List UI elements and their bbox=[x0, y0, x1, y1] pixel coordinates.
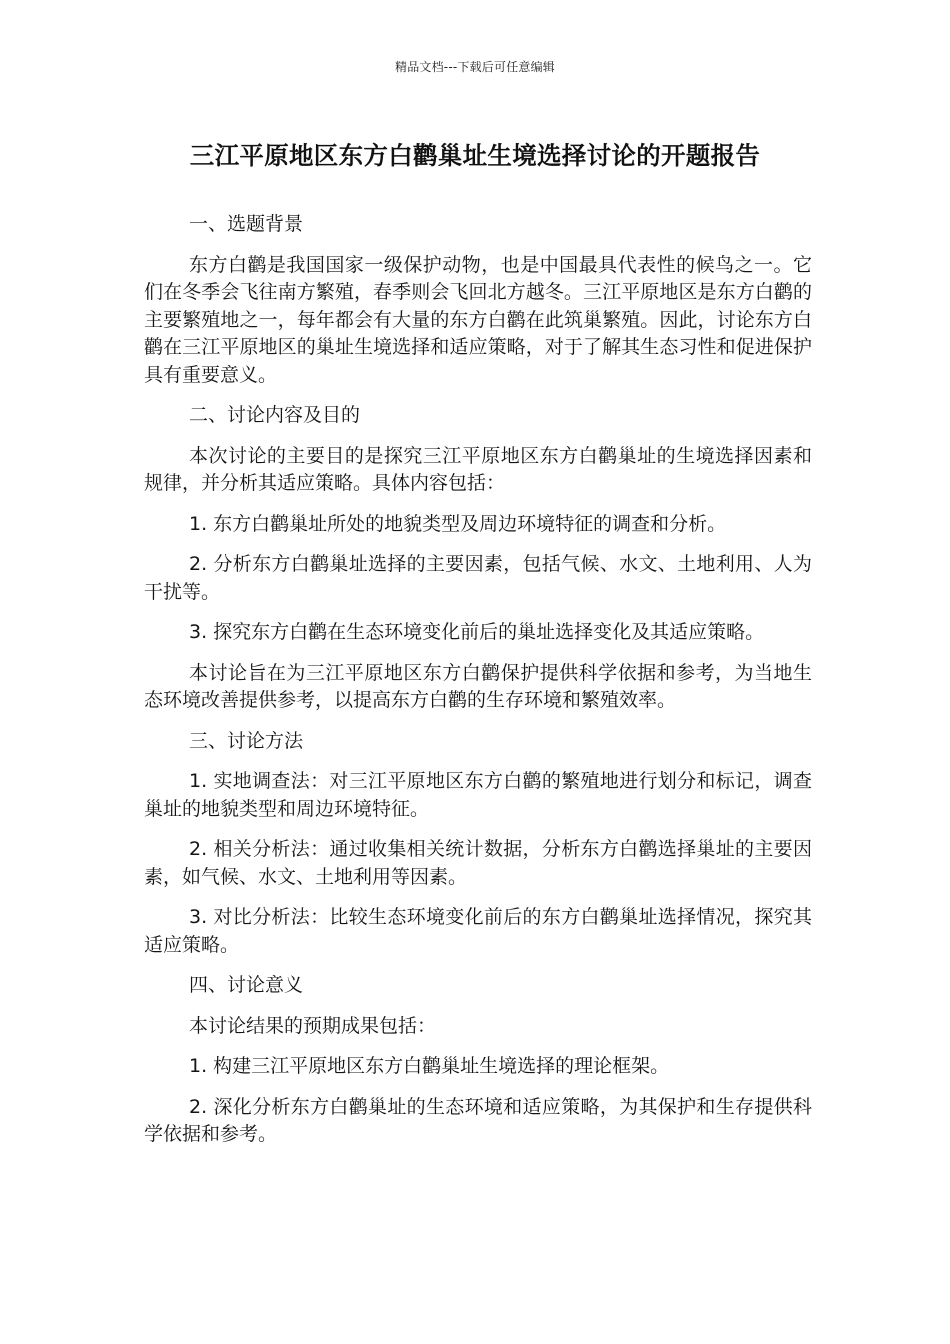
paragraph-background: 东方白鹳是我国国家一级保护动物，也是中国最具代表性的候鸟之一。它们在冬季会飞往南方繁殖，春季则会飞回北方越冬。三江平原地区是东方白鹳的主要繁殖地之一，每年都会有大量的东方白鹳在此筑巢繁殖。因此，讨论东方白鹳在三江平原地区的巢址生境选择和适应策略，对于了解其生态习性和促进保护具有重要意义。 bbox=[144, 253, 812, 386]
list-item-method-2: 2. 相关分析法：通过收集相关统计数据，分析东方白鹳选择巢址的主要因素，如气候、水文、土地利用等因素。 bbox=[144, 838, 812, 888]
list-item-method-1: 1. 实地调查法：对三江平原地区东方白鹳的繁殖地进行划分和标记，调查巢址的地貌类型和周边环境特征。 bbox=[144, 770, 812, 820]
section-heading-significance: 四、讨论意义 bbox=[189, 974, 304, 996]
document-body bbox=[144, 211, 812, 1162]
section-heading-methods: 三、讨论方法 bbox=[189, 729, 304, 752]
list-item-content-1: 1. 东方白鹳巢址所处的地貌类型及周边环境特征的调查和分析。 bbox=[189, 512, 727, 535]
list-item-result-1: 1. 构建三江平原地区东方白鹳巢址生境选择的理论框架。 bbox=[189, 1055, 670, 1077]
section-heading-background: 一、选题背景 bbox=[189, 213, 304, 235]
list-item-content-2: 2. 分析东方白鹳巢址选择的主要因素，包括气候、水文、土地利用、人为干扰等。 bbox=[144, 553, 812, 603]
list-item-result-2: 2. 深化分析东方白鹳巢址的生态环境和适应策略，为其保护和生存提供科学依据和参考。 bbox=[144, 1095, 812, 1145]
list-item-content-3: 3. 探究东方白鹳在生态环境变化前后的巢址选择变化及其适应策略。 bbox=[189, 621, 765, 643]
paragraph-purpose-intro: 本次讨论的主要目的是探究三江平原地区东方白鹳巢址的生境选择因素和规律，并分析其适应策略。具体内容包括： bbox=[144, 444, 812, 494]
paragraph-expected-results: 本讨论结果的预期成果包括： bbox=[189, 1014, 437, 1037]
header-note: 精品文档---下载后可任意编辑 bbox=[395, 60, 555, 74]
document-title: 三江平原地区东方白鹳巢址生境选择讨论的开题报告 bbox=[189, 141, 761, 170]
paragraph-purpose-summary: 本讨论旨在为三江平原地区东方白鹳保护提供科学依据和参考，为当地生态环境改善提供参考，以提高东方白鹳的生存环境和繁殖效率。 bbox=[144, 661, 812, 711]
list-item-method-3: 3. 对比分析法：比较生态环境变化前后的东方白鹳巢址选择情况，探究其适应策略。 bbox=[144, 906, 812, 956]
section-heading-content-purpose: 二、讨论内容及目的 bbox=[189, 404, 361, 426]
